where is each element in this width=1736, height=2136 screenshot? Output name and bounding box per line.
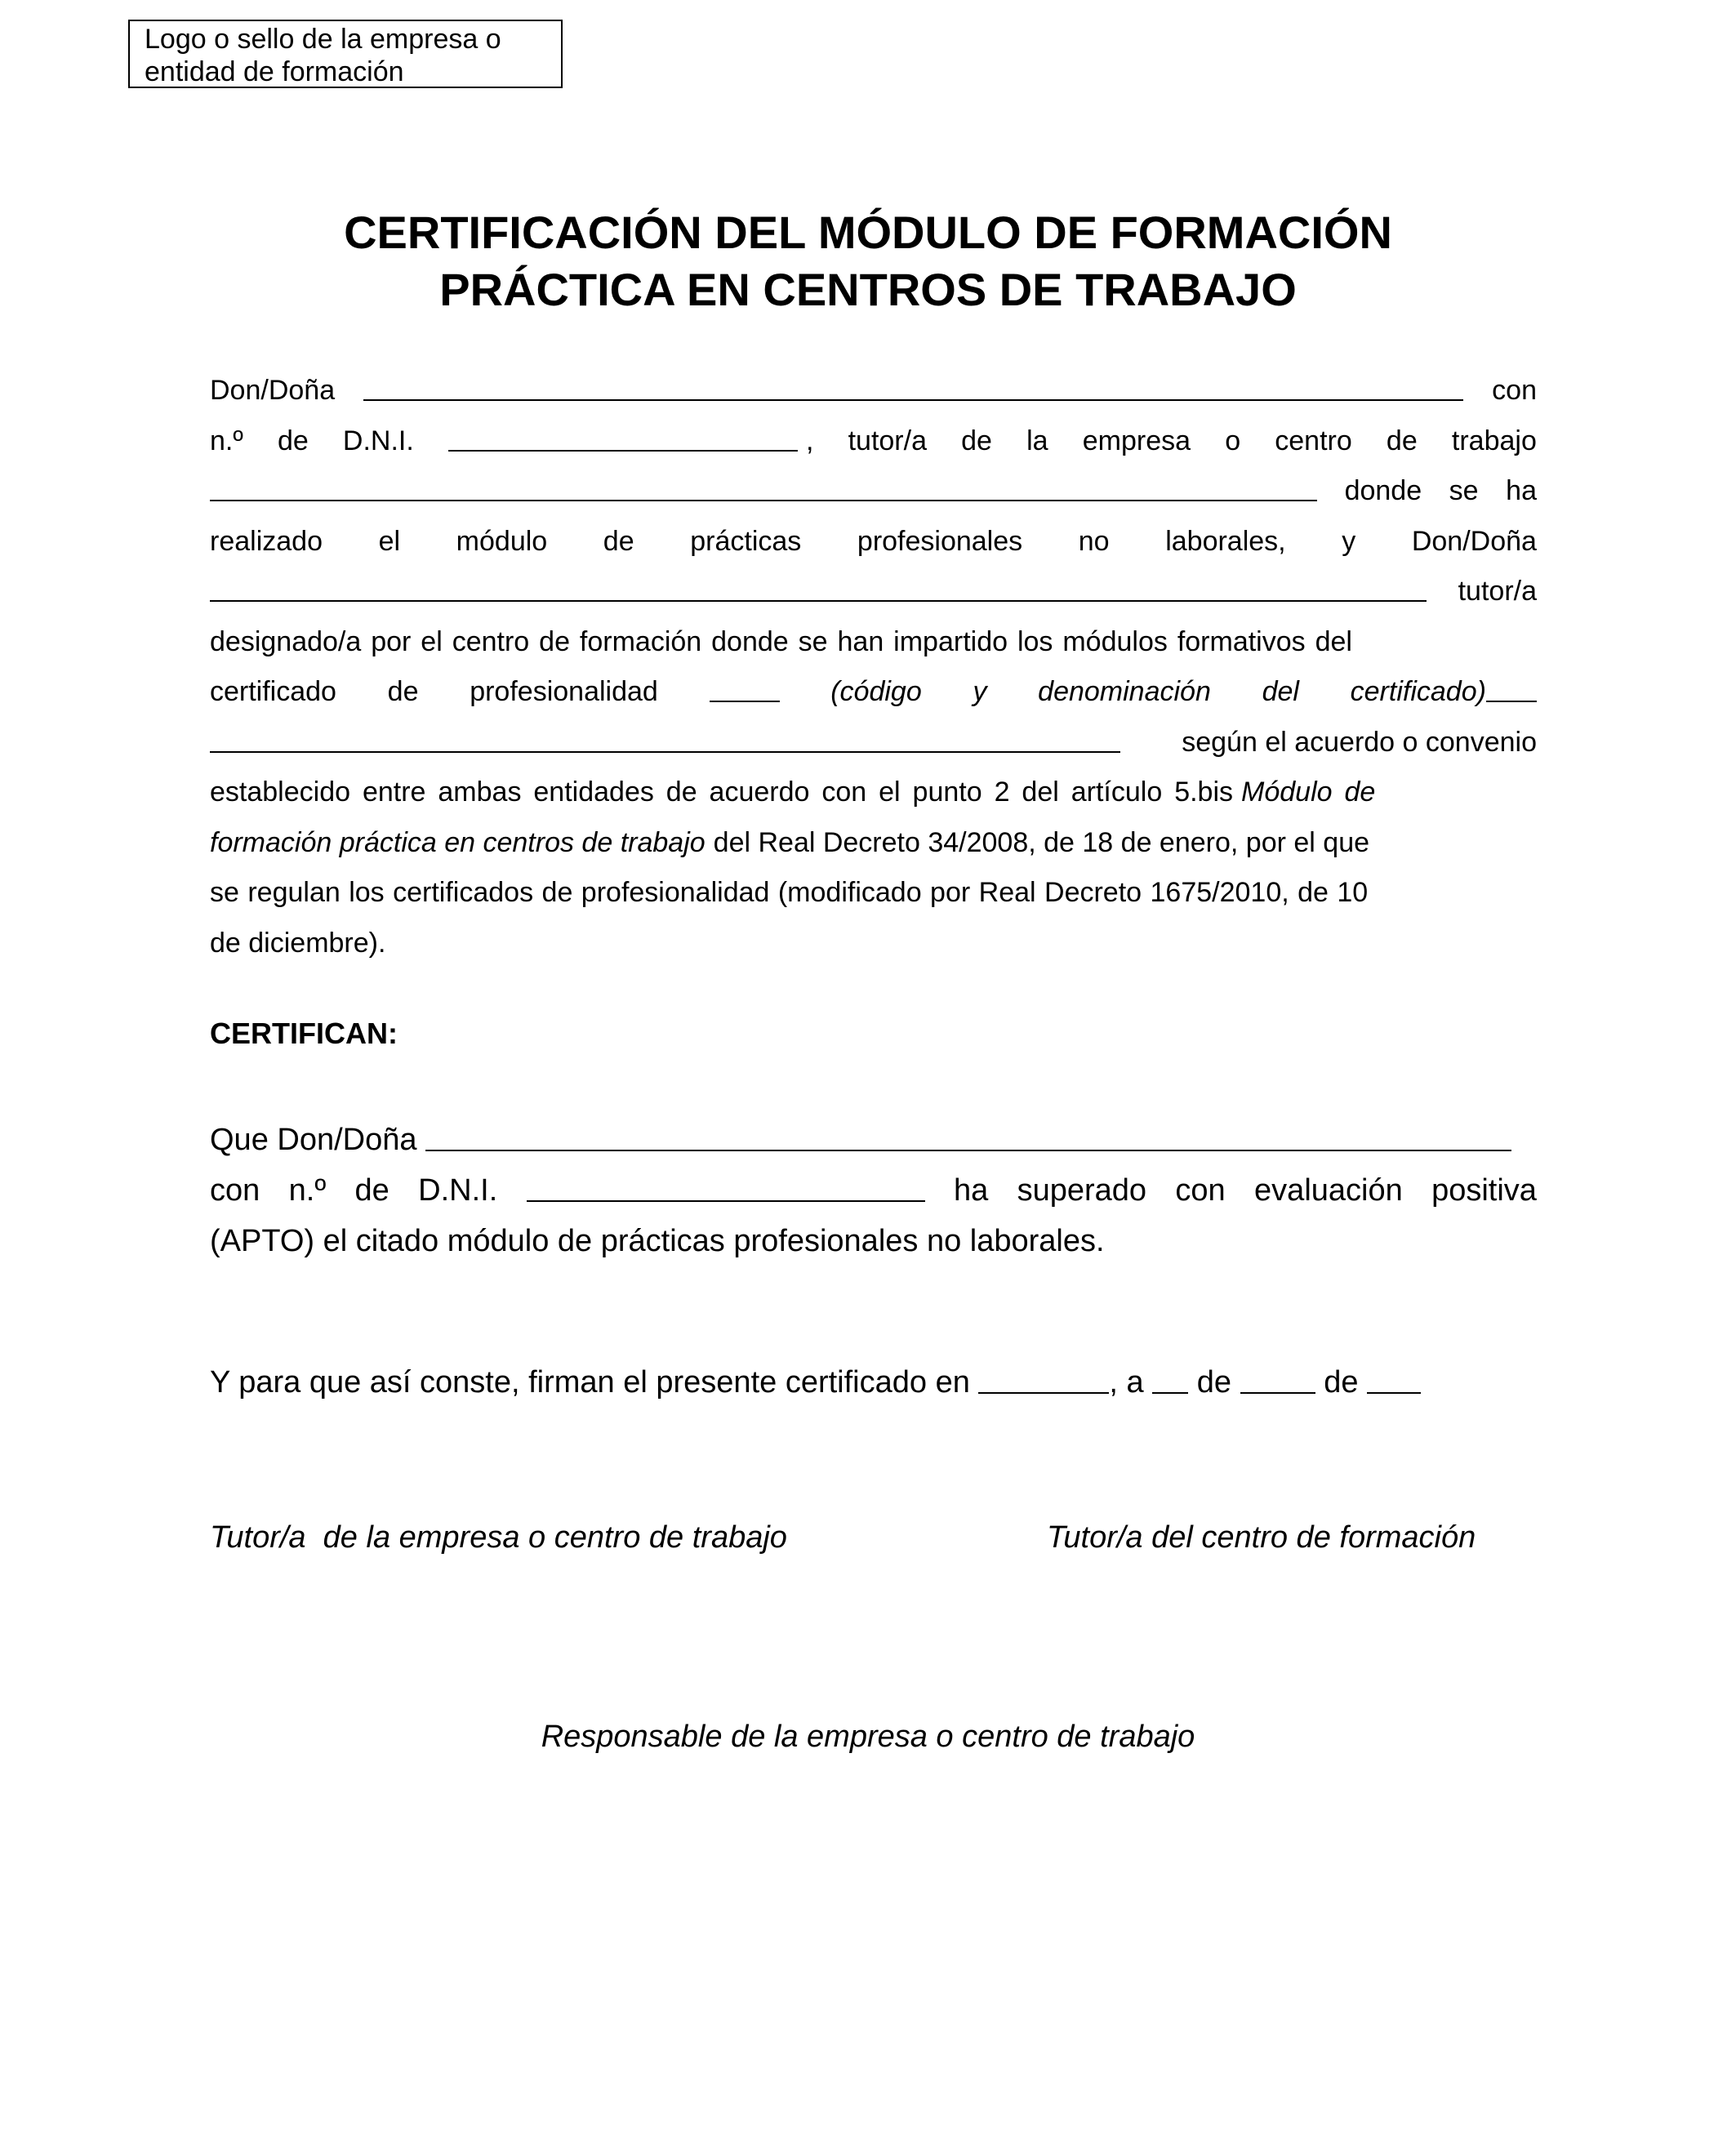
intro-line-8: según el acuerdo o convenio [210,718,1537,768]
training-tutor-name-field[interactable] [210,600,1427,602]
intro-line-6: designado/a por el centro de formación donde se han impartido los módulos formativos del [210,625,1352,657]
certificate-code-field[interactable] [710,701,780,702]
intro-line-10: formación práctica en centros de trabajo del Real Decreto 34/2008, de 18 de enero, por el que [210,826,1370,858]
certify-line-3: (APTO) el citado módulo de prácticas profesionales no laborales. [210,1224,1105,1258]
company-tutor-signature-label: Tutor/a de la empresa o centro de trabajo [210,1520,787,1555]
company-name-field[interactable] [210,500,1317,501]
intro-paragraph [210,366,1537,968]
certify-line-1: Que Don/Doña [210,1115,1537,1165]
intro-line-4: realizado el módulo de prácticas profesionales no laborales, y Don/Doña [210,525,1537,557]
logo-placeholder-text: Logo o sello de la empresa o entidad de formación [145,24,501,87]
certificate-name-field-start[interactable] [1486,701,1537,702]
intro-line-12: de diciembre). [210,927,386,959]
place-field[interactable] [978,1392,1109,1394]
document-title [0,204,1736,318]
certify-paragraph [210,1115,1537,1266]
title-line-1: CERTIFICACIÓN DEL MÓDULO DE FORMACIÓN [344,207,1392,258]
year-field[interactable] [1367,1392,1421,1394]
intro-line-11: se regulan los certificados de profesionalidad (modificado por Real Decreto 1675/2010, de 10 [210,877,1369,908]
certify-line-2: con n.º de D.N.I. ha superado con evaluación positiva [210,1173,1537,1208]
intro-line-3: donde se ha [210,466,1537,517]
company-tutor-dni-field[interactable] [448,450,798,452]
title-line-2: PRÁCTICA EN CENTROS DE TRABAJO [439,264,1297,315]
certifican-heading: CERTIFICAN: [210,1017,398,1050]
month-field[interactable] [1240,1392,1315,1394]
training-tutor-signature-label: Tutor/a del centro de formación [1047,1520,1476,1555]
intro-line-9: establecido entre ambas entidades de acuerdo con el punto 2 del artículo 5.bis Módulo de [210,777,1376,808]
intro-line-7: certificado de profesionalidad (código y denominación del certificado) [210,667,1537,718]
intro-line-1: Don/Doña con [210,375,1537,406]
student-dni-field[interactable] [527,1200,925,1202]
certificate-name-field[interactable] [210,751,1120,753]
intro-line-2: n.º de D.N.I. , tutor/a de la empresa o centro de trabajo [210,425,1537,456]
intro-line-5: tutor/a [210,567,1537,617]
logo-placeholder-box [128,20,563,88]
company-manager-signature-label: Responsable de la empresa o centro de trabajo [541,1720,1195,1754]
student-name-field[interactable] [425,1150,1511,1151]
closing-line: Y para que así conste, firman el presente certificado en , a de de [210,1365,1537,1400]
company-tutor-name-field[interactable] [363,399,1463,401]
day-field[interactable] [1152,1392,1188,1394]
